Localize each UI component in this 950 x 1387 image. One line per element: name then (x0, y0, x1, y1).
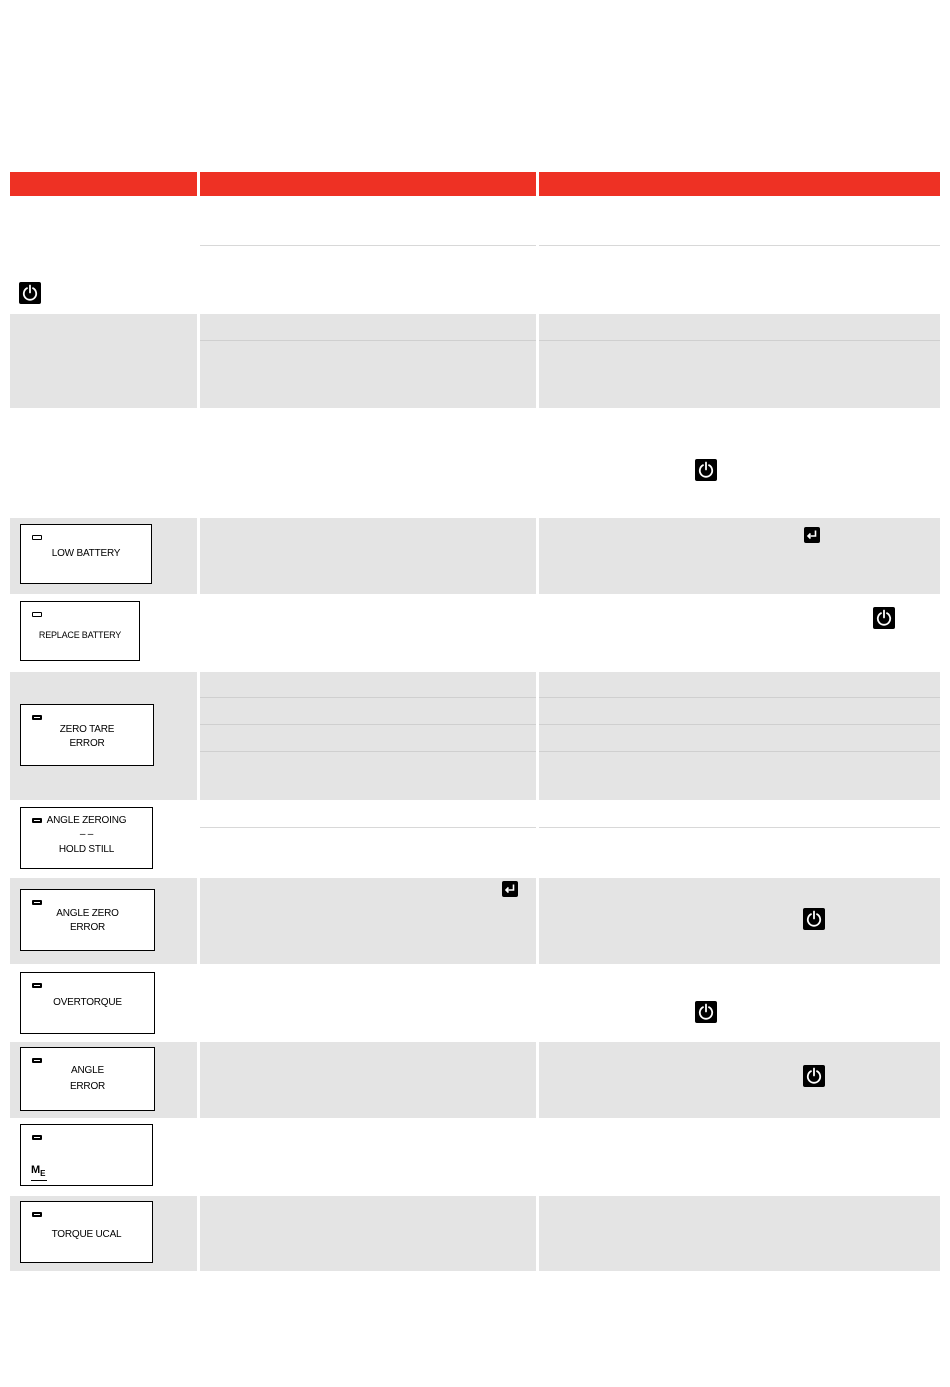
row-divider (200, 724, 940, 725)
power-icon (695, 1001, 717, 1023)
battery-full-icon (32, 715, 42, 720)
lcd-display-angle-error (20, 1047, 155, 1111)
battery-full-icon (32, 983, 42, 988)
display-text: ERROR (69, 738, 105, 749)
display-text: OVERTORQUE (53, 997, 122, 1008)
display-text: ERROR (69, 922, 106, 933)
display-text: ZERO TARE (59, 724, 115, 735)
header-cell-display (10, 172, 197, 196)
table-row (10, 1042, 940, 1118)
row-divider (200, 245, 940, 246)
power-icon (695, 459, 717, 481)
row-divider (200, 697, 940, 698)
table-row (10, 1118, 940, 1196)
table-row (10, 964, 940, 1042)
lcd-display-me (20, 1124, 153, 1186)
battery-full-icon (32, 900, 42, 905)
enter-icon (804, 527, 820, 543)
enter-icon (502, 881, 518, 897)
table-row (10, 200, 940, 314)
column-divider (197, 172, 200, 1271)
table-row (10, 518, 940, 594)
battery-empty-icon (32, 612, 42, 617)
power-icon (19, 282, 41, 304)
lcd-display-replace-battery (20, 601, 140, 661)
column-divider (536, 172, 539, 1271)
battery-empty-icon (32, 535, 42, 540)
table-row (10, 594, 940, 672)
row-divider (200, 827, 940, 828)
table-row (10, 672, 940, 800)
me-symbol: $M_E$ (31, 1165, 46, 1176)
lcd-display-zero-tare-error (20, 704, 154, 766)
display-text: LOW BATTERY (51, 548, 121, 559)
row-divider (200, 751, 940, 752)
power-icon (803, 908, 825, 930)
lcd-display-overtorque (20, 972, 155, 1034)
display-text: ERROR (69, 1081, 106, 1092)
battery-full-icon (32, 1212, 42, 1217)
battery-full-icon (32, 1058, 42, 1063)
table-row (10, 1196, 940, 1271)
display-text: ANGLE ZEROING (46, 815, 127, 826)
table-row (10, 878, 940, 964)
lcd-display-angle-zero-error (20, 889, 155, 951)
display-text: – – (79, 829, 94, 840)
display-text: TORQUE UCAL (51, 1229, 122, 1240)
table-row (10, 800, 940, 878)
display-text: ANGLE ZERO (56, 908, 119, 919)
display-text: HOLD STILL (58, 844, 115, 855)
battery-full-icon (32, 1135, 42, 1140)
power-icon (873, 607, 895, 629)
display-text: ANGLE (71, 1065, 104, 1076)
lcd-display-low-battery (20, 524, 152, 584)
header-cell-cause (200, 172, 536, 196)
table-row (10, 408, 940, 518)
lcd-display-torque-ucal (20, 1201, 153, 1263)
row-divider (200, 340, 940, 341)
header-cell-solution (539, 172, 940, 196)
display-text: REPLACE BATTERY (38, 630, 122, 640)
power-icon (803, 1065, 825, 1087)
table-row (10, 314, 940, 408)
lcd-display-angle-zeroing (20, 807, 153, 869)
